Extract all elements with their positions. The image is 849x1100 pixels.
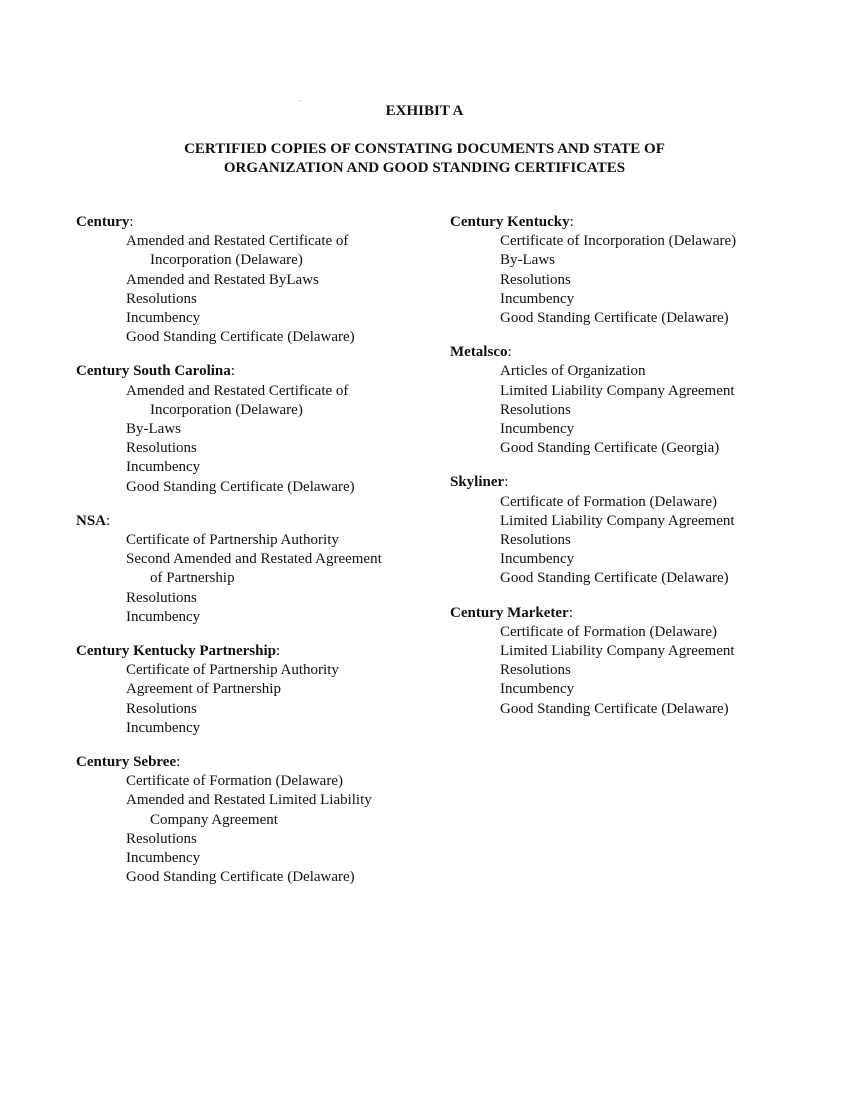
entity-century-sebree: [76, 753, 446, 887]
document-item: Incumbency: [500, 421, 575, 438]
entity-heading: [76, 213, 446, 232]
document-item: Certificate of Partnership Authority: [126, 532, 339, 549]
entity-colon: :: [569, 214, 574, 230]
entity-nsa: [76, 512, 446, 627]
entity-century-kentucky: [450, 213, 840, 328]
entity-century-south-carolina: [76, 362, 446, 496]
document-item: Amended and Restated Certificate of: [126, 382, 349, 399]
document-item-continuation: Incorporation (Delaware): [150, 401, 303, 418]
document-item: Good Standing Certificate (Delaware): [126, 478, 355, 495]
right-column: [450, 213, 840, 734]
document-item: Incumbency: [500, 681, 575, 698]
entity-heading: [76, 362, 446, 381]
entity-century-marketer: [450, 604, 840, 719]
document-item: Amended and Restated Certificate of: [126, 233, 349, 250]
document-item: Resolutions: [126, 440, 197, 457]
document-item: Limited Liability Company Agreement: [500, 643, 735, 660]
document-item-continuation: Company Agreement: [150, 811, 278, 828]
document-item: Limited Liability Company Agreement: [500, 512, 735, 529]
document-item: Articles of Organization: [500, 363, 646, 380]
entity-name: Century Sebree: [76, 754, 177, 771]
document-item: Good Standing Certificate (Delaware): [126, 869, 355, 886]
entity-skyliner: [450, 473, 840, 588]
document-item: Good Standing Certificate (Delaware): [500, 310, 729, 327]
document-item: Certificate of Incorporation (Delaware): [500, 233, 737, 250]
document-item-continuation: of Partnership: [150, 570, 235, 587]
document-item: Incumbency: [126, 850, 201, 867]
document-item: Good Standing Certificate (Delaware): [500, 700, 729, 717]
entity-heading: [76, 753, 446, 772]
document-item: Certificate of Partnership Authority: [126, 662, 339, 679]
entity-metalsco: [450, 343, 840, 458]
document-item: Good Standing Certificate (Delaware): [500, 570, 729, 587]
document-item: By-Laws: [500, 252, 555, 269]
entity-colon: :: [129, 214, 134, 230]
document-item: Amended and Restated Limited Liability: [126, 792, 372, 809]
document-item: Certificate of Formation (Delaware): [500, 493, 717, 510]
entity-colon: :: [568, 604, 573, 621]
document-item-continuation: Incorporation (Delaware): [150, 252, 303, 269]
entity-colon: :: [276, 643, 281, 660]
document-item: Resolutions: [126, 700, 197, 717]
document-item: Certificate of Formation (Delaware): [500, 623, 717, 640]
entity-century-kentucky-partnership: [76, 642, 446, 738]
document-item: Resolutions: [500, 662, 571, 679]
entity-heading: [450, 213, 840, 232]
document-item: Incumbency: [500, 551, 575, 568]
document-item: Resolutions: [500, 532, 571, 549]
entity-century: [76, 213, 446, 347]
document-item: Limited Liability Company Agreement: [500, 382, 735, 399]
document-item: Second Amended and Restated Agreement: [126, 551, 382, 568]
document-item: Agreement of Partnership: [126, 681, 281, 698]
entity-name: Century Kentucky: [450, 214, 570, 230]
document-item: Incumbency: [500, 290, 575, 307]
heading-line-1: CERTIFIED COPIES OF CONSTATING DOCUMENTS AND STATE OF: [184, 141, 665, 157]
entity-heading: [450, 604, 840, 623]
document-item: Resolutions: [126, 290, 197, 307]
entity-heading: [450, 473, 840, 492]
entity-name: Century Marketer: [450, 604, 569, 621]
document-item: Incumbency: [126, 719, 201, 736]
entity-name: Metalsco: [450, 344, 508, 361]
document-item: Resolutions: [126, 830, 197, 847]
document-heading: [0, 140, 849, 178]
left-column: [76, 213, 446, 903]
document-item: Incumbency: [126, 608, 201, 625]
heading-line-2: ORGANIZATION AND GOOD STANDING CERTIFICATES: [223, 160, 626, 176]
entity-heading: [450, 343, 840, 362]
entity-name: NSA: [76, 512, 107, 529]
entity-heading: [76, 512, 446, 531]
document-item: Good Standing Certificate (Delaware): [126, 329, 355, 346]
document-item: Incumbency: [126, 459, 201, 476]
entity-colon: :: [504, 474, 509, 491]
entity-name: Skyliner: [450, 474, 505, 491]
document-item: By-Laws: [126, 421, 181, 438]
document-item: Resolutions: [500, 271, 571, 288]
entity-colon: :: [230, 363, 235, 380]
scan-speck: [300, 100, 301, 101]
entity-heading: [76, 642, 446, 661]
document-item: Resolutions: [500, 401, 571, 418]
document-item: Amended and Restated ByLaws: [126, 271, 319, 288]
exhibit-title: EXHIBIT A: [385, 103, 464, 119]
document-item: Certificate of Formation (Delaware): [126, 773, 343, 790]
document-item: Resolutions: [126, 589, 197, 606]
document-item: Incumbency: [126, 310, 201, 327]
entity-name: Century South Carolina: [76, 363, 231, 380]
document-item: Good Standing Certificate (Georgia): [500, 440, 720, 457]
entity-colon: :: [176, 754, 181, 771]
entity-name: Century: [76, 214, 130, 230]
entity-name: Century Kentucky Partnership: [76, 643, 276, 660]
entity-colon: :: [507, 344, 512, 361]
entity-colon: :: [106, 512, 111, 529]
